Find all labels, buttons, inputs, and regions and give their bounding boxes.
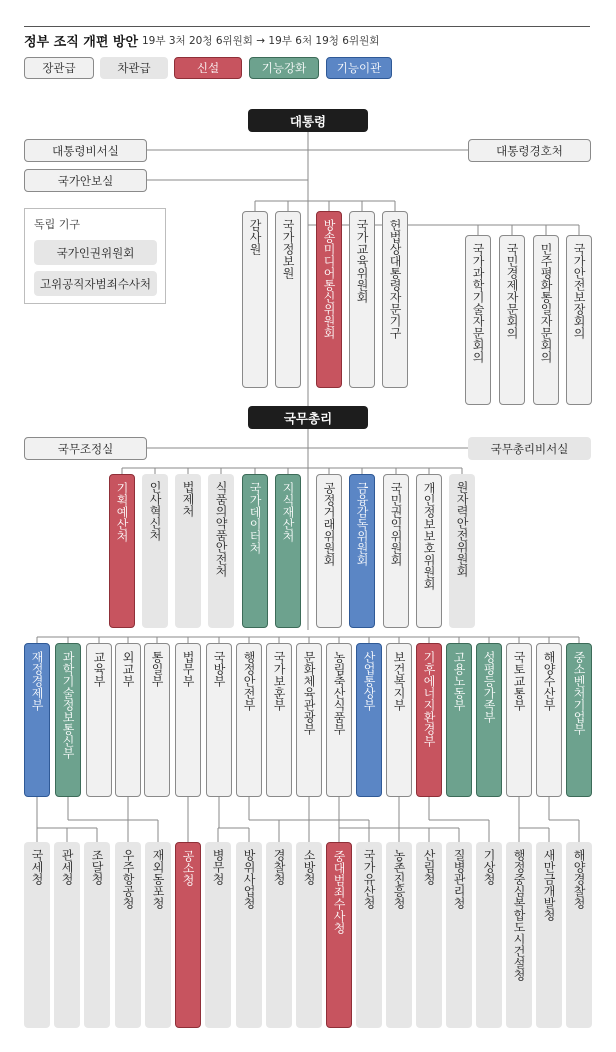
pm-agency-box-label: 법제처 — [181, 481, 195, 517]
presidential-agency-box — [382, 211, 408, 388]
ministry-box-label: 법무부 — [181, 651, 195, 687]
ministry-box — [296, 643, 322, 797]
advisory-council-box — [566, 235, 592, 405]
agency-box — [536, 842, 562, 1028]
ministry-box — [115, 643, 141, 797]
ministry-box — [236, 643, 262, 797]
ministry-box-label: 중소벤처기업부 — [572, 651, 586, 735]
ministry-box — [416, 643, 442, 797]
pm-agency-box-label: 인사혁신처 — [148, 481, 162, 541]
agency-box-label: 병무청 — [211, 849, 225, 885]
ministry-box — [144, 643, 170, 797]
ministry-box-label: 고용노동부 — [452, 651, 466, 711]
pm-agency-box — [416, 474, 442, 628]
ministry-box — [356, 643, 382, 797]
pm-secretariat-box-label: 국무총리비서실 — [490, 441, 569, 456]
government-policy-coordination-box — [24, 437, 147, 460]
agency-box — [145, 842, 171, 1028]
advisory-council-box-label: 국가과학기술자문회의 — [471, 243, 485, 363]
presidential-agency-box-label: 방송미디어통신위원회 — [322, 219, 336, 339]
page-title: 정부 조직 개편 방안 — [24, 35, 139, 50]
agency-box-label: 우주항공청 — [121, 849, 135, 909]
ministry-box — [476, 643, 502, 797]
agency-box — [446, 842, 472, 1028]
presidential-security-service-box — [468, 139, 591, 162]
agency-box-label: 질병관리청 — [452, 849, 466, 909]
legend-vice — [100, 57, 168, 79]
legend-vice-label: 차관급 — [117, 61, 151, 75]
agency-box-label: 소방청 — [302, 849, 316, 885]
ministry-box — [24, 643, 50, 797]
ministry-box-label: 산업통상부 — [362, 651, 376, 711]
presidential-security-service-box-label: 대통령경호처 — [496, 143, 563, 158]
ministry-box — [446, 643, 472, 797]
pm-agency-box — [449, 474, 475, 628]
prime-minister-box-label: 국무총리 — [283, 410, 333, 426]
presidential-agency-box-label: 국가정보원 — [281, 219, 295, 279]
agency-box-label: 산림청 — [422, 849, 436, 885]
agency-box — [266, 842, 292, 1028]
agency-box — [84, 842, 110, 1028]
agency-box — [476, 842, 502, 1028]
independent-body-box-label: 고위공직자범죄수사처 — [39, 276, 152, 291]
legend-minister-label: 장관급 — [42, 61, 76, 75]
pm-agency-box-label: 국민권익위원회 — [389, 482, 403, 566]
ministry-box-label: 국가보훈부 — [272, 651, 286, 711]
pm-agency-box — [275, 474, 301, 628]
pm-agency-box — [349, 474, 375, 628]
pm-agency-box-label: 금융감독위원회 — [355, 482, 369, 566]
ministry-box — [55, 643, 81, 797]
presidential-agency-box — [316, 211, 342, 388]
pm-agency-box — [208, 474, 234, 628]
pm-agency-box — [242, 474, 268, 628]
pm-agency-box-label: 원자력안전위원회 — [455, 481, 469, 577]
ministry-box-label: 교육부 — [92, 651, 106, 687]
legend-new-label: 신설 — [196, 61, 220, 75]
pm-agency-box — [383, 474, 409, 628]
national-security-office-box-label: 국가안보실 — [57, 173, 114, 188]
agency-box — [566, 842, 592, 1028]
ministry-box-label: 외교부 — [121, 651, 135, 687]
president-box-label: 대통령 — [289, 113, 327, 129]
pm-agency-box-label: 개인정보보호위원회 — [422, 482, 436, 590]
agency-box — [236, 842, 262, 1028]
ministry-box — [175, 643, 201, 797]
page-subtitle: 19부 3처 20청 6위원회 → 19부 6처 19청 6위원회 — [142, 35, 380, 47]
agency-box — [115, 842, 141, 1028]
presidential-agency-box-label: 국가교육위원회 — [355, 219, 369, 303]
ministry-box-label: 재정경제부 — [30, 651, 44, 711]
ministry-box — [326, 643, 352, 797]
pm-agency-box-label: 기획예산처 — [115, 482, 129, 542]
ministry-box-label: 국방부 — [212, 651, 226, 687]
pm-agency-box-label: 국가데이터처 — [248, 482, 262, 554]
ministry-box-label: 행정안전부 — [242, 651, 256, 711]
presidential-agency-box — [242, 211, 268, 388]
ministry-box — [86, 643, 112, 797]
agency-box — [356, 842, 382, 1028]
agency-box-label: 재외동포청 — [151, 849, 165, 909]
advisory-council-box-label: 국가안전보장회의 — [572, 243, 586, 339]
ministry-box-label: 농림축산식품부 — [332, 651, 346, 735]
independent-body-box — [34, 271, 157, 296]
agency-box — [326, 842, 352, 1028]
presidential-secretariat-box-label: 대통령비서실 — [52, 143, 119, 158]
pm-agency-box — [175, 474, 201, 628]
pm-agency-box — [142, 474, 168, 628]
agency-box — [386, 842, 412, 1028]
agency-box-label: 해양경찰청 — [572, 849, 586, 909]
ministry-box-label: 문화체육관광부 — [302, 651, 316, 735]
national-security-office-box — [24, 169, 147, 192]
agency-box — [296, 842, 322, 1028]
independent-body-box-label: 국가인권위원회 — [56, 245, 135, 260]
agency-box-label: 관세청 — [60, 849, 74, 885]
presidential-agency-box-label: 헌법상대통령자문기구 — [388, 219, 402, 339]
advisory-council-box — [499, 235, 525, 405]
agency-box — [54, 842, 80, 1028]
ministry-box — [266, 643, 292, 797]
pm-agency-box — [316, 474, 342, 628]
ministry-box-label: 과학기술정보통신부 — [61, 651, 75, 759]
government-policy-coordination-box-label: 국무조정실 — [57, 441, 114, 456]
agency-box-label: 기상청 — [482, 849, 496, 885]
advisory-council-box-label: 민주평화통일자문회의 — [539, 243, 553, 363]
legend-new — [174, 57, 242, 79]
ministry-box-label: 성평등가족부 — [482, 651, 496, 723]
agency-box-label: 조달청 — [90, 849, 104, 885]
presidential-agency-box — [349, 211, 375, 388]
pm-agency-box-label: 지식재산처 — [281, 482, 295, 542]
legend-strong — [249, 57, 319, 79]
presidential-secretariat-box — [24, 139, 147, 162]
ministry-box-label: 기후에너지환경부 — [422, 651, 436, 747]
ministry-box — [386, 643, 412, 797]
agency-box-label: 국세청 — [30, 849, 44, 885]
agency-box-label: 농촌진흥청 — [392, 849, 406, 909]
advisory-council-box-label: 국민경제자문회의 — [505, 243, 519, 339]
independent-bodies-label: 독립 기구 — [34, 218, 81, 231]
agency-box — [205, 842, 231, 1028]
ministry-box — [536, 643, 562, 797]
ministry-box-label: 국토교통부 — [512, 651, 526, 711]
agency-box — [24, 842, 50, 1028]
agency-box-label: 국가유산청 — [362, 849, 376, 909]
agency-box-label: 새만금개발청 — [542, 849, 556, 921]
legend-minister — [24, 57, 94, 79]
legend-moved — [326, 57, 392, 79]
president-box — [248, 109, 368, 132]
legend-strong-label: 기능강화 — [261, 61, 307, 75]
pm-secretariat-box — [468, 437, 591, 460]
presidential-agency-box-label: 감사원 — [248, 219, 262, 255]
advisory-council-box — [533, 235, 559, 405]
agency-box-label: 방위사업청 — [242, 849, 256, 909]
ministry-box — [566, 643, 592, 797]
pm-agency-box — [109, 474, 135, 628]
independent-body-box — [34, 240, 157, 265]
agency-box-label: 중대범죄수사청 — [332, 850, 346, 934]
agency-box — [416, 842, 442, 1028]
agency-box-label: 공소청 — [181, 850, 195, 886]
ministry-box-label: 보건복지부 — [392, 651, 406, 711]
agency-box — [175, 842, 201, 1028]
ministry-box — [206, 643, 232, 797]
pm-agency-box-label: 공정거래위원회 — [322, 482, 336, 566]
agency-box-label: 행정중심복합도시건설청 — [512, 849, 526, 981]
pm-agency-box-label: 식품의약품안전처 — [214, 481, 228, 577]
prime-minister-box — [248, 406, 368, 429]
agency-box-label: 경찰청 — [272, 849, 286, 885]
legend-moved-label: 기능이관 — [336, 61, 382, 75]
presidential-agency-box — [275, 211, 301, 388]
ministry-box — [506, 643, 532, 797]
agency-box — [506, 842, 532, 1028]
advisory-council-box — [465, 235, 491, 405]
ministry-box-label: 통일부 — [150, 651, 164, 687]
ministry-box-label: 해양수산부 — [542, 651, 556, 711]
